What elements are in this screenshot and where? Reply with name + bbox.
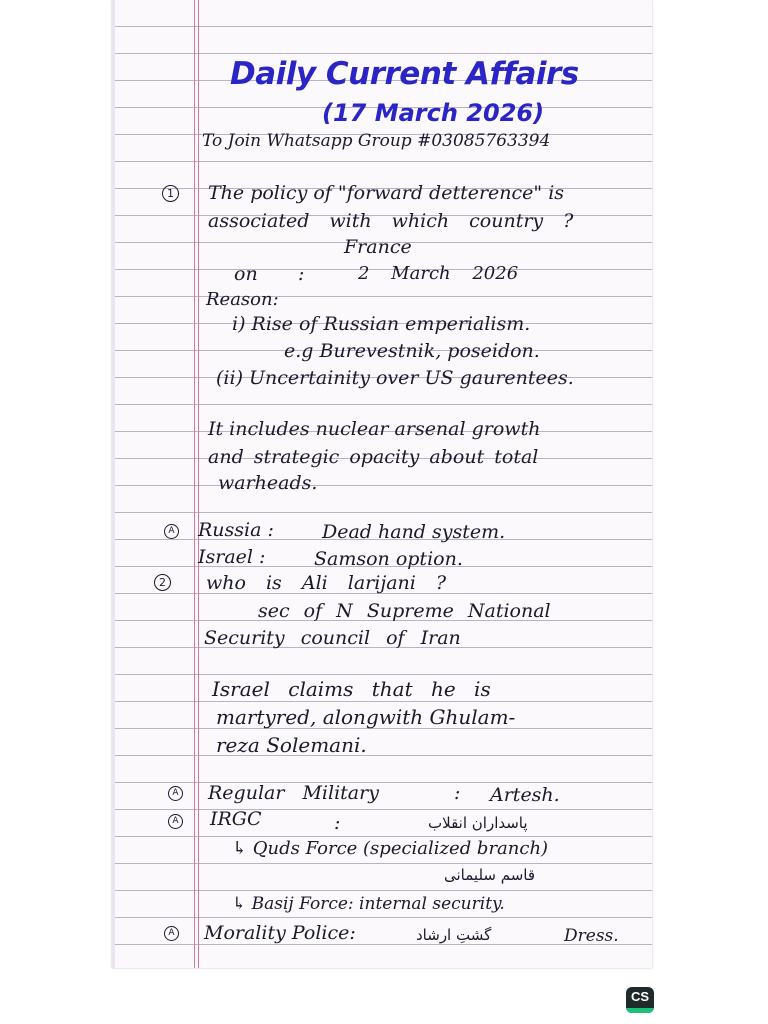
israel-doctrine: Samson option. — [314, 548, 463, 570]
q1-note-line3: warheads. — [218, 472, 318, 494]
margin-line — [194, 0, 195, 968]
q1-note-line1: It includes nuclear arsenal growth — [208, 418, 541, 440]
q2-answer-line2: Security council of Iran — [204, 627, 461, 649]
whatsapp-contact: To Join Whatsapp Group #03085763394 — [202, 131, 551, 151]
q1-reason-label: Reason: — [206, 289, 279, 310]
q1-reason-2: (ii) Uncertainity over US gaurentees. — [216, 367, 574, 389]
quds-force-line: ↳ Quds Force (specialized branch) — [232, 838, 549, 859]
q1-note-line2: and strategic opacity about total — [208, 446, 539, 468]
morality-police-value: Dress. — [564, 926, 619, 946]
russia-label: Russia : — [198, 519, 274, 541]
quds-commander-urdu: قاسم سلیمانی — [444, 866, 536, 884]
q1-question-line1: The policy of "forward detterence" is — [208, 182, 565, 204]
page-title: Daily Current Affairs — [230, 56, 579, 92]
q1-on-colon: : — [298, 263, 305, 285]
bullet-a-marker: A — [164, 926, 179, 941]
q2-note-line2: martyred, alongwith Ghulam- — [216, 705, 516, 729]
camscanner-badge-icon — [626, 987, 654, 1013]
irgc-label: IRGC — [210, 808, 262, 830]
page-date: (17 March 2026) — [322, 99, 545, 127]
basij-force-line: ↳ Basij Force: internal security. — [232, 894, 505, 914]
badge-text: CS — [630, 989, 650, 1004]
bullet-a-marker: A — [168, 786, 183, 801]
irgc-colon: : — [334, 812, 341, 834]
morality-police-urdu: گشتِ ارشاد — [416, 926, 492, 944]
regular-military-colon: : — [454, 782, 461, 804]
israel-label: Israel : — [198, 546, 266, 568]
bullet-a-marker: A — [164, 524, 179, 539]
q2-note-line1: Israel claims that he is — [212, 677, 491, 701]
q1-reason-1-example: e.g Burevestnik, poseidon. — [284, 340, 540, 362]
bullet-a-marker: A — [168, 814, 183, 829]
irgc-urdu-name: پاسداران انقلاب — [428, 814, 528, 832]
page-left-edge — [112, 0, 115, 968]
q1-question-line2: associated with which country ? — [208, 210, 574, 232]
q2-answer-line1: sec of N Supreme National — [258, 600, 551, 622]
q2-note-line3: reza Solemani. — [216, 733, 367, 757]
russia-doctrine: Dead hand system. — [322, 521, 506, 543]
q2-question: who is Ali larijani ? — [206, 572, 447, 594]
q1-on-label: on — [234, 263, 258, 285]
regular-military-label: Regular Military — [208, 782, 379, 804]
q1-reason-1: i) Rise of Russian emperialism. — [232, 313, 531, 335]
q1-on-date: 2 March 2026 — [358, 263, 519, 284]
notebook-page — [112, 0, 652, 968]
question-number-2: 2 — [154, 574, 171, 591]
question-number-1: 1 — [162, 185, 179, 202]
morality-police-label: Morality Police: — [204, 922, 356, 944]
q1-answer: France — [344, 236, 412, 258]
badge-stripe — [626, 1008, 654, 1013]
margin-line — [198, 0, 199, 968]
regular-military-value: Artesh. — [490, 784, 560, 806]
